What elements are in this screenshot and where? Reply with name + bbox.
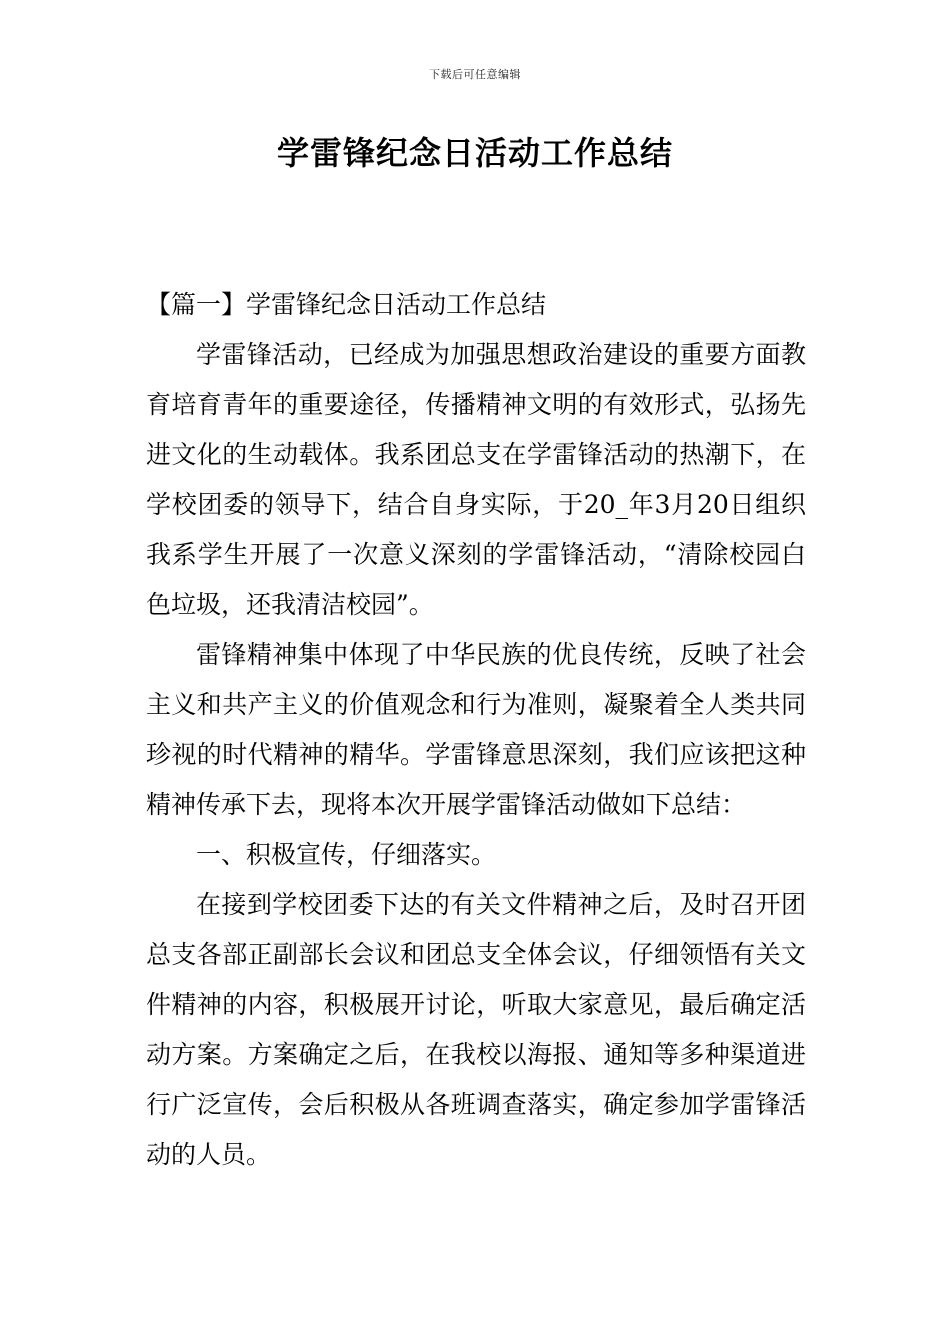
header-note: 下载后可任意编辑 <box>429 68 521 81</box>
section-heading: 【篇一】学雷锋纪念日活动工作总结 <box>146 290 547 319</box>
paragraph-2: 雷锋精神集中体现了中华民族的优良传统，反映了社会主义和共产主义的价值观念和行为准则，凝聚着全人类共同珍视的时代精神的精华。学雷锋意思深刻，我们应该把这种精神传承下去，现将本次开展学雷锋活动做如下总结： <box>146 640 806 819</box>
subheading-1: 一、积极宣传，仔细落实。 <box>196 840 497 869</box>
paragraph-1: 学雷锋活动，已经成为加强思想政治建设的重要方面教育培育青年的重要途径，传播精神文明的有效形式，弘扬先进文化的生动载体。我系团总支在学雷锋活动的热潮下，在学校团委的领导下，结合自身实际，于20_年3月20日组织我系学生开展了一次意义深刻的学雷锋活动，“清除校园白色垃圾，还我清洁校园”。 <box>146 340 806 619</box>
document-body <box>146 280 806 1180</box>
document-title: 学雷锋纪念日活动工作总结 <box>276 134 673 172</box>
paragraph-3: 在接到学校团委下达的有关文件精神之后，及时召开团总支各部正副部长会议和团总支全体会议，仔细领悟有关文件精神的内容，积极展开讨论，听取大家意见，最后确定活动方案。方案确定之后，在我校以海报、通知等多种渠道进行广泛宣传，会后积极从各班调查落实，确定参加学雷锋活动的人员。 <box>146 890 806 1169</box>
